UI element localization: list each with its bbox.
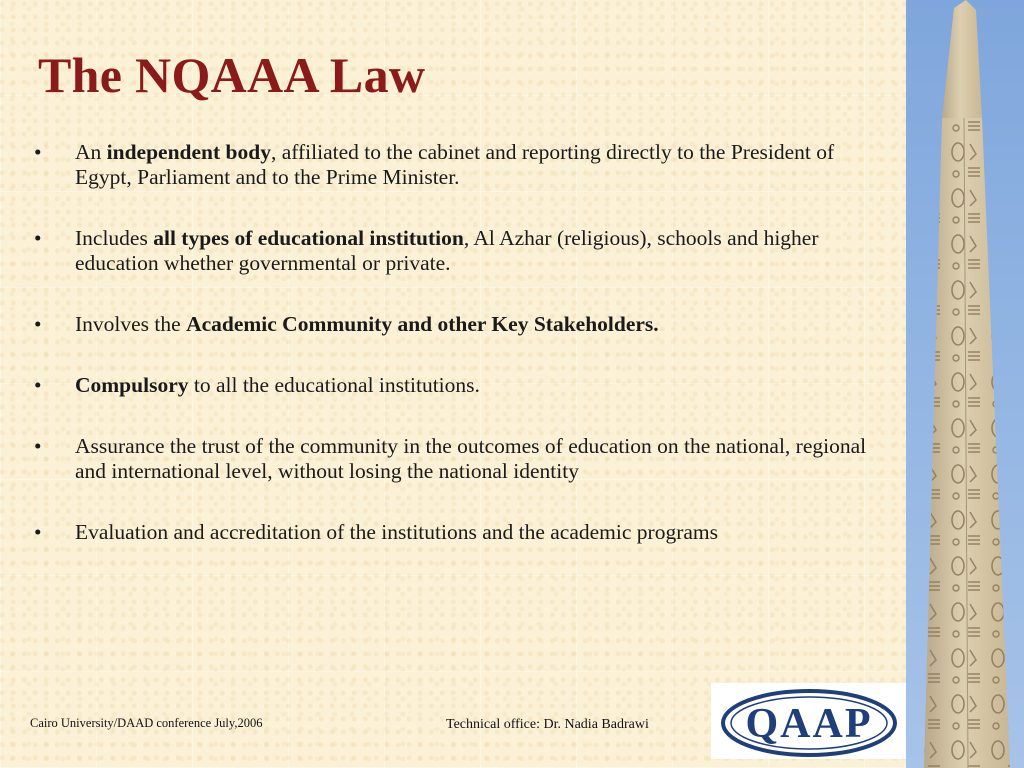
- qaap-logo-icon: [711, 683, 907, 759]
- bullet-item: [34, 312, 894, 337]
- footer-author: Technical office: Dr. Nadia Badrawi: [446, 717, 649, 732]
- bullet-icon: •: [34, 373, 42, 397]
- bullet-list: [34, 140, 894, 581]
- bullet-text: Involves the: [75, 312, 187, 336]
- qaap-logo: [711, 683, 907, 759]
- bullet-text: Evaluation and accreditation of the institutions and the academic programs: [75, 520, 718, 544]
- bullet-icon: •: [34, 312, 42, 336]
- bullet-text: Assurance the trust of the community in the outcomes of education on the national, regional and international level, without losing the national identity: [75, 434, 867, 483]
- bullet-icon: •: [34, 434, 42, 458]
- slide-title: The NQAAA Law: [38, 47, 426, 103]
- obelisk-icon: [906, 0, 1024, 768]
- footer-conference: Cairo University/DAAD conference July,2006: [30, 716, 263, 730]
- obelisk-image: [906, 0, 1024, 768]
- bullet-icon: •: [34, 140, 42, 164]
- bullet-text: , affiliated to the cabinet and reporting directly to the President of Egypt, Parliament and to the Prime Minister.: [75, 140, 835, 189]
- bullet-icon: •: [34, 520, 42, 544]
- bullet-bold-text: independent body: [106, 140, 271, 164]
- bullet-item: [34, 520, 894, 545]
- bullet-item: [34, 373, 894, 398]
- bullet-item: [34, 140, 894, 190]
- bullet-text: , Al Azhar (religious), schools and higher education whether governmental or private.: [75, 226, 819, 275]
- logo-text: QAAP: [745, 701, 873, 747]
- bullet-item: [34, 226, 894, 276]
- bullet-bold-text: Compulsory: [75, 373, 189, 397]
- bullet-text: to all the educational institutions.: [188, 373, 480, 397]
- bullet-icon: •: [34, 226, 42, 250]
- bullet-bold-text: Academic Community and other Key Stakeholders.: [186, 312, 659, 336]
- bullet-item: [34, 434, 894, 484]
- bullet-text: Includes: [75, 226, 154, 250]
- bullet-text: An: [75, 140, 107, 164]
- bullet-bold-text: all types of educational institution: [153, 226, 464, 250]
